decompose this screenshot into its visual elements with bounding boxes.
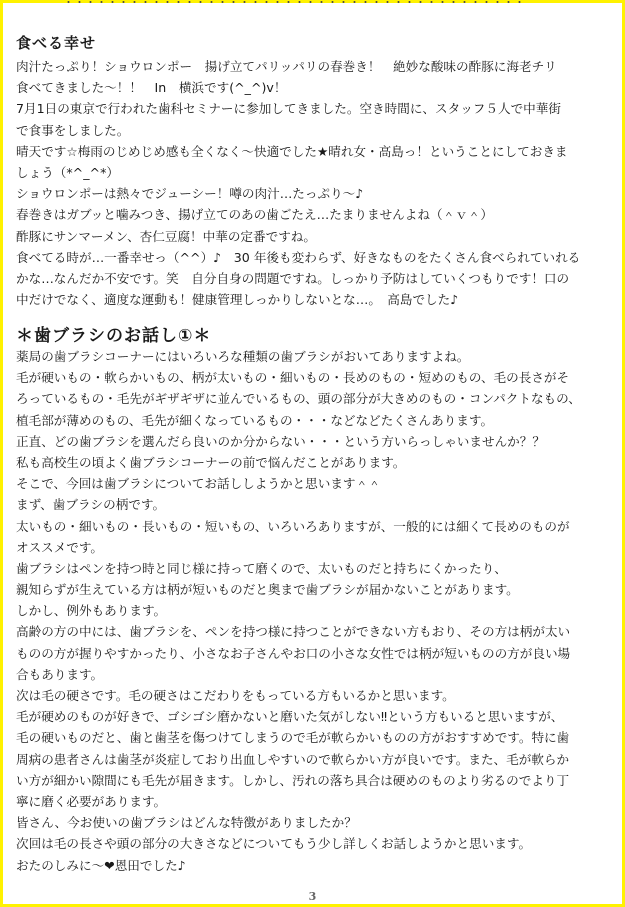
body-line: しかし、例外もあります。 bbox=[16, 603, 167, 619]
body-line: 毛が硬めのものが好きで、ゴシゴシ磨かないと磨いた気がしない‼という方もいると思いますが、 bbox=[16, 709, 564, 725]
body-line: 寧に磨く必要があります。 bbox=[16, 793, 167, 809]
body-line: 親知らずが生えている方は柄が短いものだと奥まで歯ブラシが届かないことがあります。 bbox=[16, 582, 519, 598]
body-line: 植毛部が薄めのもの、毛先が細くなっているもの・・・などなどたくさんあります。 bbox=[16, 412, 494, 428]
cut-off-header-text: ・・・・・・・・・・・・・・・・・・・・・・・・・・・・・・・・・・・・・・・・・・ bbox=[63, 0, 525, 9]
body-line: 私も高校生の頃よく歯ブラシコーナーの前で悩んだことがあります。 bbox=[16, 454, 406, 470]
page-number: 3 bbox=[308, 890, 317, 903]
body-line: 肉汁たっぷり！ショウロンポー 揚げ立てパリッパリの春巻き！ 絶妙な酸味の酢豚に海老チリ bbox=[16, 59, 557, 74]
body-line: 正直、どの歯ブラシを選んだら良いのか分からない・・・という方いらっしゃいませんか？？ bbox=[16, 433, 545, 449]
body-line: 太いもの・細いもの・長いもの・短いもの、いろいろありますが、一般的には細くて長めのものが bbox=[16, 518, 570, 534]
body-line: 皆さん、今お使いの歯ブラシはどんな特徴がありましたか？ bbox=[16, 815, 357, 831]
body-line: 合もあります。 bbox=[16, 666, 104, 682]
body-line: 中だけでなく、適度な運動も！健康管理しっかりしないとな…。 高島でした♪ bbox=[16, 292, 459, 308]
body-line: ショウロンポーは熱々でジューシー！噂の肉汁…たっぷり～♪ bbox=[16, 186, 364, 202]
body-line: おたのしみに～❤恩田でした♪ bbox=[16, 857, 186, 873]
body-line: ろっているもの・毛先がギザギザに並んでいるもの、頭の部分が大きめのもの・コンパクトなもの、 bbox=[16, 391, 581, 407]
body-line: 周病の患者さんは歯茎が炎症しており出血しやすいので軟らかい方が良いです。また、毛が軟らか bbox=[16, 751, 570, 767]
body-line: 次回は毛の長さや頭の部分の大きさなどについてもう少し詳しくお話しようかと思います。 bbox=[16, 836, 532, 852]
body-line: ものの方が握りやすかったり、小さなお子さんやお口の小さな女性では柄が短いものの方が良い場 bbox=[16, 645, 571, 661]
body-line: い方が細かい隙間にも毛先が届きます。しかし、汚れの落ち具合は硬めのものより劣るのでより丁 bbox=[16, 772, 570, 788]
section-body-eating-happiness bbox=[16, 56, 613, 310]
body-line: 7月1日の東京で行われた歯科セミナーに参加してきました。空き時間に、スタッフ５人で中華街 bbox=[16, 101, 561, 117]
body-line: 食べてる時が…一番幸せっ（^^）♪ 30 年後も変わらず、好きなものをたくさん食べられていれる bbox=[16, 249, 581, 265]
body-line: かな…なんだか不安です。笑 自分自身の問題ですね。しっかり予防はしていくつもりです！口の bbox=[16, 270, 570, 286]
body-line: で食事をしました。 bbox=[16, 122, 130, 138]
body-line: 春巻きはガブッと噛みつき、揚げ立てのあの歯ごたえ…たまりませんよね（＾ｖ＾） bbox=[16, 207, 493, 223]
section-title-eating-happiness: 食べる幸せ bbox=[16, 34, 97, 52]
section-title-toothbrush-talk: ＊歯ブラシのお話し①＊ bbox=[16, 326, 212, 346]
body-line: 歯ブラシはペンを持つ時と同じ様に持って磨くので、太いものだと持ちにくかったり、 bbox=[16, 560, 507, 576]
body-line: 高齢の方の中には、歯ブラシを、ペンを持つ様に持つことができない方もおり、その方は柄が太い bbox=[16, 624, 571, 640]
body-line: 食べてきました～！！ In 横浜です(^_^)v！ bbox=[16, 80, 287, 96]
body-line: まず、歯ブラシの柄です。 bbox=[16, 497, 166, 513]
body-line: オススメです。 bbox=[16, 539, 104, 555]
body-line: 薬局の歯ブラシコーナーにはいろいろな種類の歯ブラシがおいてありますよね。 bbox=[16, 349, 470, 364]
body-line: 酢豚にサンマーメン、杏仁豆腐！中華の定番ですね。 bbox=[16, 228, 316, 244]
body-line: 晴天です☆梅雨のじめじめ感も全くなく～快適でした★晴れ女・高島っ！ということにしておきま bbox=[16, 143, 568, 159]
body-line: 毛が硬いもの・軟らかいもの、柄が太いもの・細いもの・長めのもの・短めのもの、毛の長さがそ bbox=[16, 370, 570, 386]
body-line: 次は毛の硬さです。毛の硬さはこだわりをもっている方もいるかと思います。 bbox=[16, 688, 455, 703]
body-line: しょう（*^_^*） bbox=[16, 164, 119, 180]
body-line: そこで、今回は歯ブラシについてお話ししようかと思います＾＾ bbox=[16, 476, 381, 492]
section-body-toothbrush-talk bbox=[16, 346, 613, 876]
body-line: 毛の硬いものだと、歯と歯茎を傷つけてしまうので毛が軟らかいものの方がおすすめです。特に歯 bbox=[16, 730, 570, 746]
